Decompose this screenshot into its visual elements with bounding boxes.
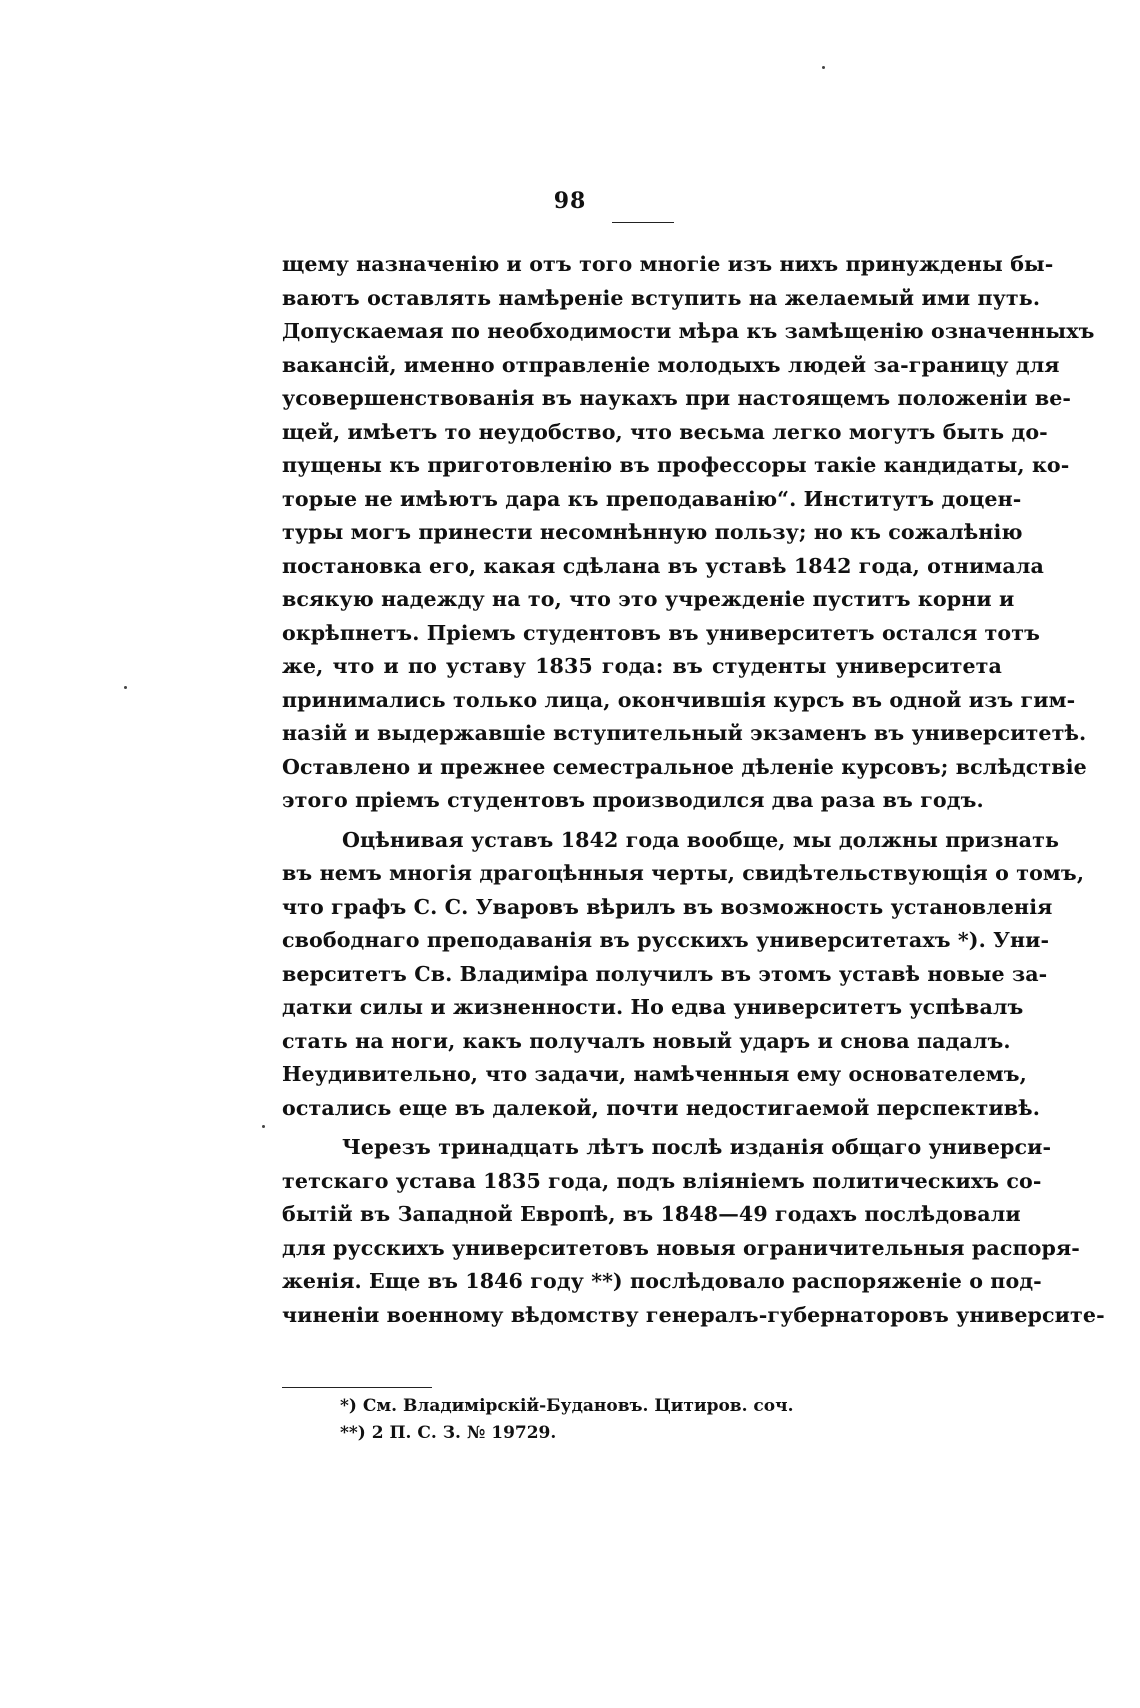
body-text — [282, 248, 1105, 1338]
text-line: Неудивительно, что задачи, намѣченныя ему основателемъ, — [282, 1062, 1027, 1086]
scan-speck — [262, 1125, 265, 1128]
scan-speck — [822, 66, 825, 69]
page-number-rule — [612, 222, 674, 223]
text-line: Оставлено и прежнее семестральное дѣленіе курсовъ; вслѣдствіе — [282, 754, 1087, 779]
text-line: что графъ С. С. Уваровъ вѣрилъ въ возможность установленія — [282, 894, 1053, 919]
text-line: усовершенствованія въ наукахъ при настоящемъ положеніи ве- — [282, 386, 1072, 410]
footnote-separator — [282, 1387, 432, 1388]
text-line: бытій въ Западной Европѣ, въ 1848—49 годахъ послѣдовали — [282, 1202, 1021, 1226]
paragraph — [282, 824, 1085, 1126]
text-line: всякую надежду на то, что это учрежденіе пуститъ корни и — [282, 587, 1015, 611]
text-line: туры могъ принести несомнѣнную пользу; но къ сожалѣнію — [282, 520, 1023, 544]
text-line: вакансій, именно отправленіе молодыхъ людей за-границу для — [282, 352, 1060, 377]
text-line: верситетъ Св. Владиміра получилъ въ этомъ уставѣ новые за- — [282, 961, 1048, 986]
text-line: остались еще въ далекой, почти недостигаемой перспективѣ. — [282, 1095, 1040, 1120]
text-line: для русскихъ университетовъ новыя ограничительныя распоря- — [282, 1235, 1080, 1260]
page-number: 98 — [553, 188, 587, 214]
text-line: принимались только лица, окончившія курсъ въ одной изъ гим- — [282, 687, 1076, 712]
text-line: пущены къ приготовленію въ профессоры такіе кандидаты, ко- — [282, 453, 1070, 477]
text-line: щей, имѣетъ то неудобство, что весьма легко могутъ быть до- — [282, 419, 1048, 444]
paragraph — [282, 248, 1095, 818]
text-line: ваютъ оставлять намѣреніе вступить на желаемый ими путь. — [282, 285, 1041, 310]
text-line: стать на ноги, какъ получалъ новый ударъ и снова падалъ. — [282, 1028, 1011, 1053]
paragraph — [282, 1131, 1105, 1332]
text-line: окрѣпнетъ. Пріемъ студентовъ въ университетъ остался тотъ — [282, 620, 1041, 645]
text-line: чиненіи военному вѣдомству генералъ-губернаторовъ университе- — [282, 1302, 1105, 1327]
footnotes — [340, 1393, 980, 1447]
text-line: щему назначенію и отъ того многіе изъ нихъ принуждены бы- — [282, 252, 1054, 276]
footnote-1: *) См. Владимірскій-Будановъ. Цитиров. соч. — [340, 1396, 794, 1416]
text-line: свободнаго преподаванія въ русскихъ университетахъ *). Уни- — [282, 928, 1050, 952]
scan-speck — [124, 686, 127, 689]
text-line: Черезъ тринадцать лѣтъ послѣ изданія общаго универси- — [342, 1135, 1052, 1159]
text-line: Допускаемая по необходимости мѣра къ замѣщенію означенныхъ — [282, 319, 1095, 343]
text-line: въ немъ многія драгоцѣнныя черты, свидѣтельствующія о томъ, — [282, 861, 1085, 885]
text-line: этого пріемъ студентовъ производился два раза въ годъ. — [282, 788, 984, 812]
text-line: постановка его, какая сдѣлана въ уставѣ 1842 года, отнимала — [282, 553, 1044, 578]
text-line: торые не имѣютъ дара къ преподаванію“. Институтъ доцен- — [282, 486, 1022, 511]
text-line: тетскаго устава 1835 года, подъ вліяніемъ политическихъ со- — [282, 1168, 1042, 1193]
footnote-2: **) 2 П. С. З. № 19729. — [340, 1423, 557, 1443]
text-line: датки силы и жизненности. Но едва университетъ успѣвалъ — [282, 995, 1024, 1019]
text-line: же, что и по уставу 1835 года: въ студенты университета — [282, 654, 1002, 678]
text-line: назій и выдержавшіе вступительный экзаменъ въ университетѣ. — [282, 721, 1087, 745]
text-line: Оцѣнивая уставъ 1842 года вообще, мы должны признать — [342, 827, 1060, 852]
text-line: женія. Еще въ 1846 году **) послѣдовало распоряженіе о под- — [282, 1269, 1042, 1293]
